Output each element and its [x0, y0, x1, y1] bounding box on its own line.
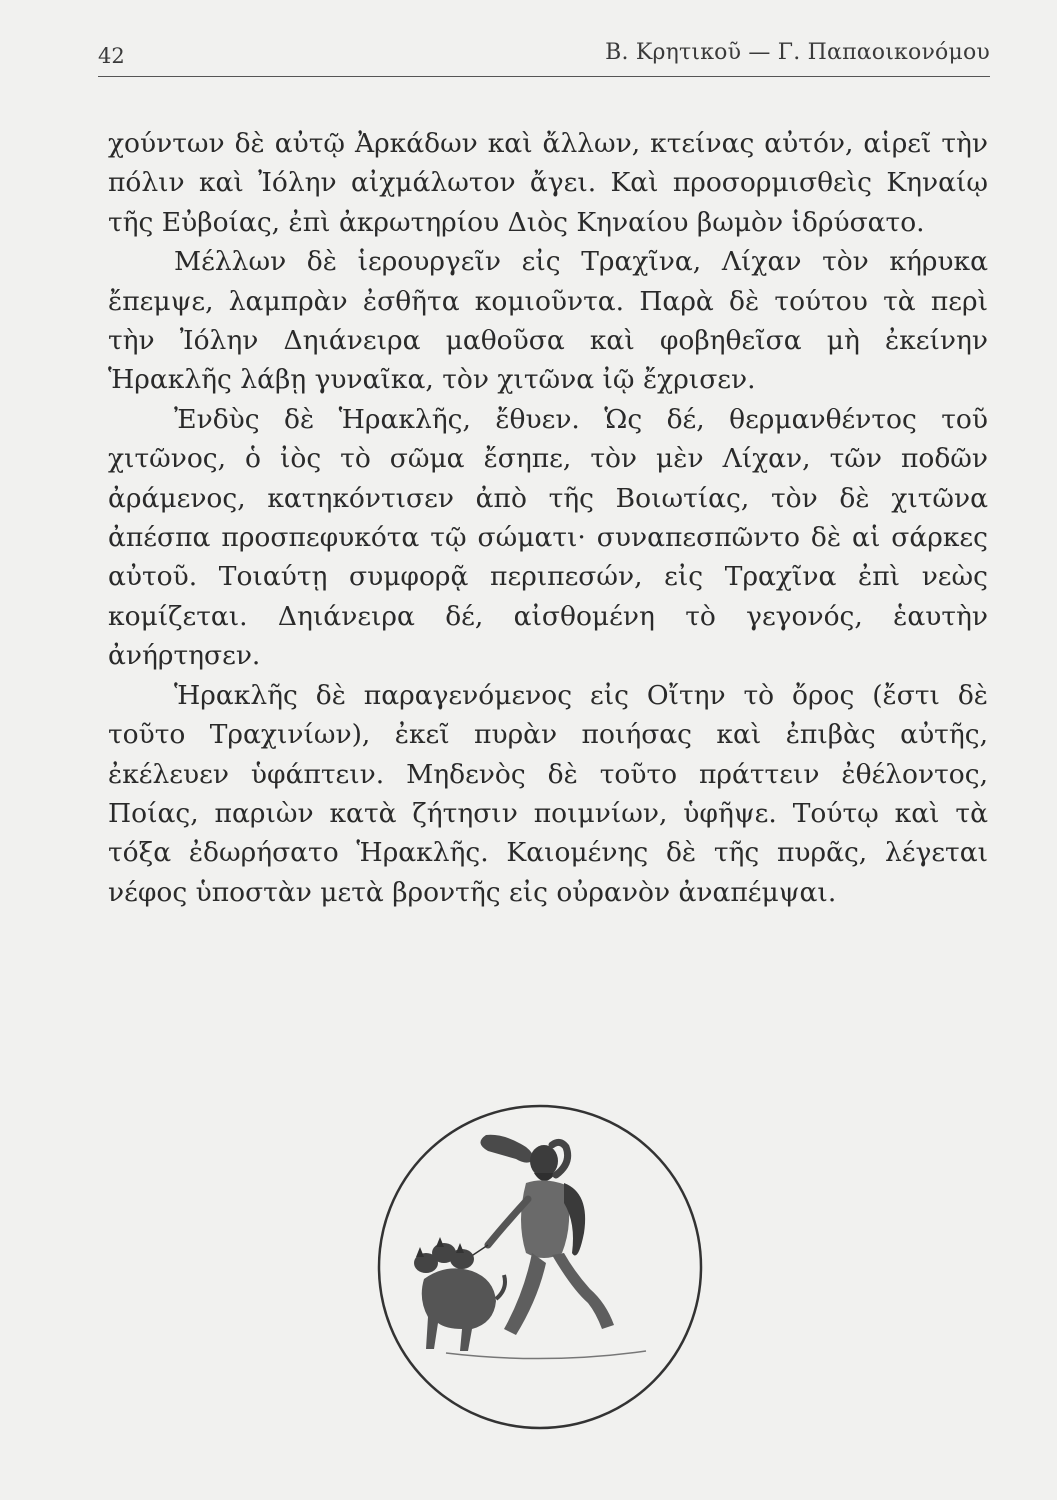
paragraph-2: Μέλλων δὲ ἱερουργεῖν εἰς Τραχῖνα, Λίχαν τὸν κήρυκα ἔπεμψε, λαμπρὰν ἐσθῆτα κομιοῦντα. Παρὰ δὲ τούτου τὰ περὶ τὴν Ἰόλην Δηιάνειρα μαθοῦσα καὶ φοβηθεῖσα μὴ ἐκείνην Ἡρακλῆς λάβῃ γυναῖκα, τὸν χιτῶνα ἰῷ ἔχρισεν. [108, 246, 988, 396]
page-header [98, 30, 990, 74]
body-text [108, 124, 988, 912]
running-head: Β. Κρητικοῦ — Γ. Παπαοικονόμου [605, 40, 990, 65]
paragraph-1: χούντων δὲ αὐτῷ Ἀρκάδων καὶ ἄλλων, κτείνας αὐτόν, αἱρεῖ τὴν πόλιν καὶ Ἰόλην αἰχμάλωτον ἄγει. Καὶ προσορμισθεὶς Κηναίῳ τῆς Εὐβοίας, ἐπὶ ἀκρωτηρίου Διὸς Κηναίου βωμὸν ἱδρύσατο. [108, 128, 988, 238]
header-rule [98, 76, 990, 77]
paragraph-4: Ἡρακλῆς δὲ παραγενόμενος εἰς Οἴτην τὸ ὄρος (ἔστι δὲ τοῦτο Τραχινίων), ἐκεῖ πυρὰν ποιήσας καὶ ἐπιβὰς αὐτῆς, ἐκέλευεν ὑφάπτειν. Μηδενὸς δὲ τοῦτο πράττειν ἐθέλοντος, Ποίας, παριὼν κατὰ ζήτησιν ποιμνίων, ὑφῆψε. Τούτῳ καὶ τὰ τόξα ἐδωρήσατο Ἡρακλῆς. Καιομένης δὲ τῆς πυρᾶς, λέγεται νέφος ὑποστὰν μετὰ βροντῆς εἰς οὐρανὸν ἀναπέμψαι. [108, 679, 988, 908]
page-number: 42 [98, 44, 125, 68]
paragraph-3: Ἐνδὺς δὲ Ἡρακλῆς, ἔθυεν. Ὡς δέ, θερμανθέντος τοῦ χιτῶνος, ὁ ἰὸς τὸ σῶμα ἔσηπε, τὸν μὲν Λίχαν, τῶν ποδῶν ἀράμενος, κατηκόντισεν ἀπὸ τῆς Βοιωτίας, τὸν δὲ χιτῶνα ἀπέσπα προσπεφυκότα τῷ σώματι· συναπεσπῶντο δὲ αἱ σάρκες αὐτοῦ. Τοιαύτῃ συμφορᾷ περιπεσών, εἰς Τραχῖνα ἐπὶ νεὼς κομίζεται. Δηιάνειρα δέ, αἰσθομένη τὸ γεγονός, ἑαυτὴν ἀνήρτησεν. [108, 403, 988, 672]
heracles-cerberus-medallion-icon [376, 1103, 704, 1431]
